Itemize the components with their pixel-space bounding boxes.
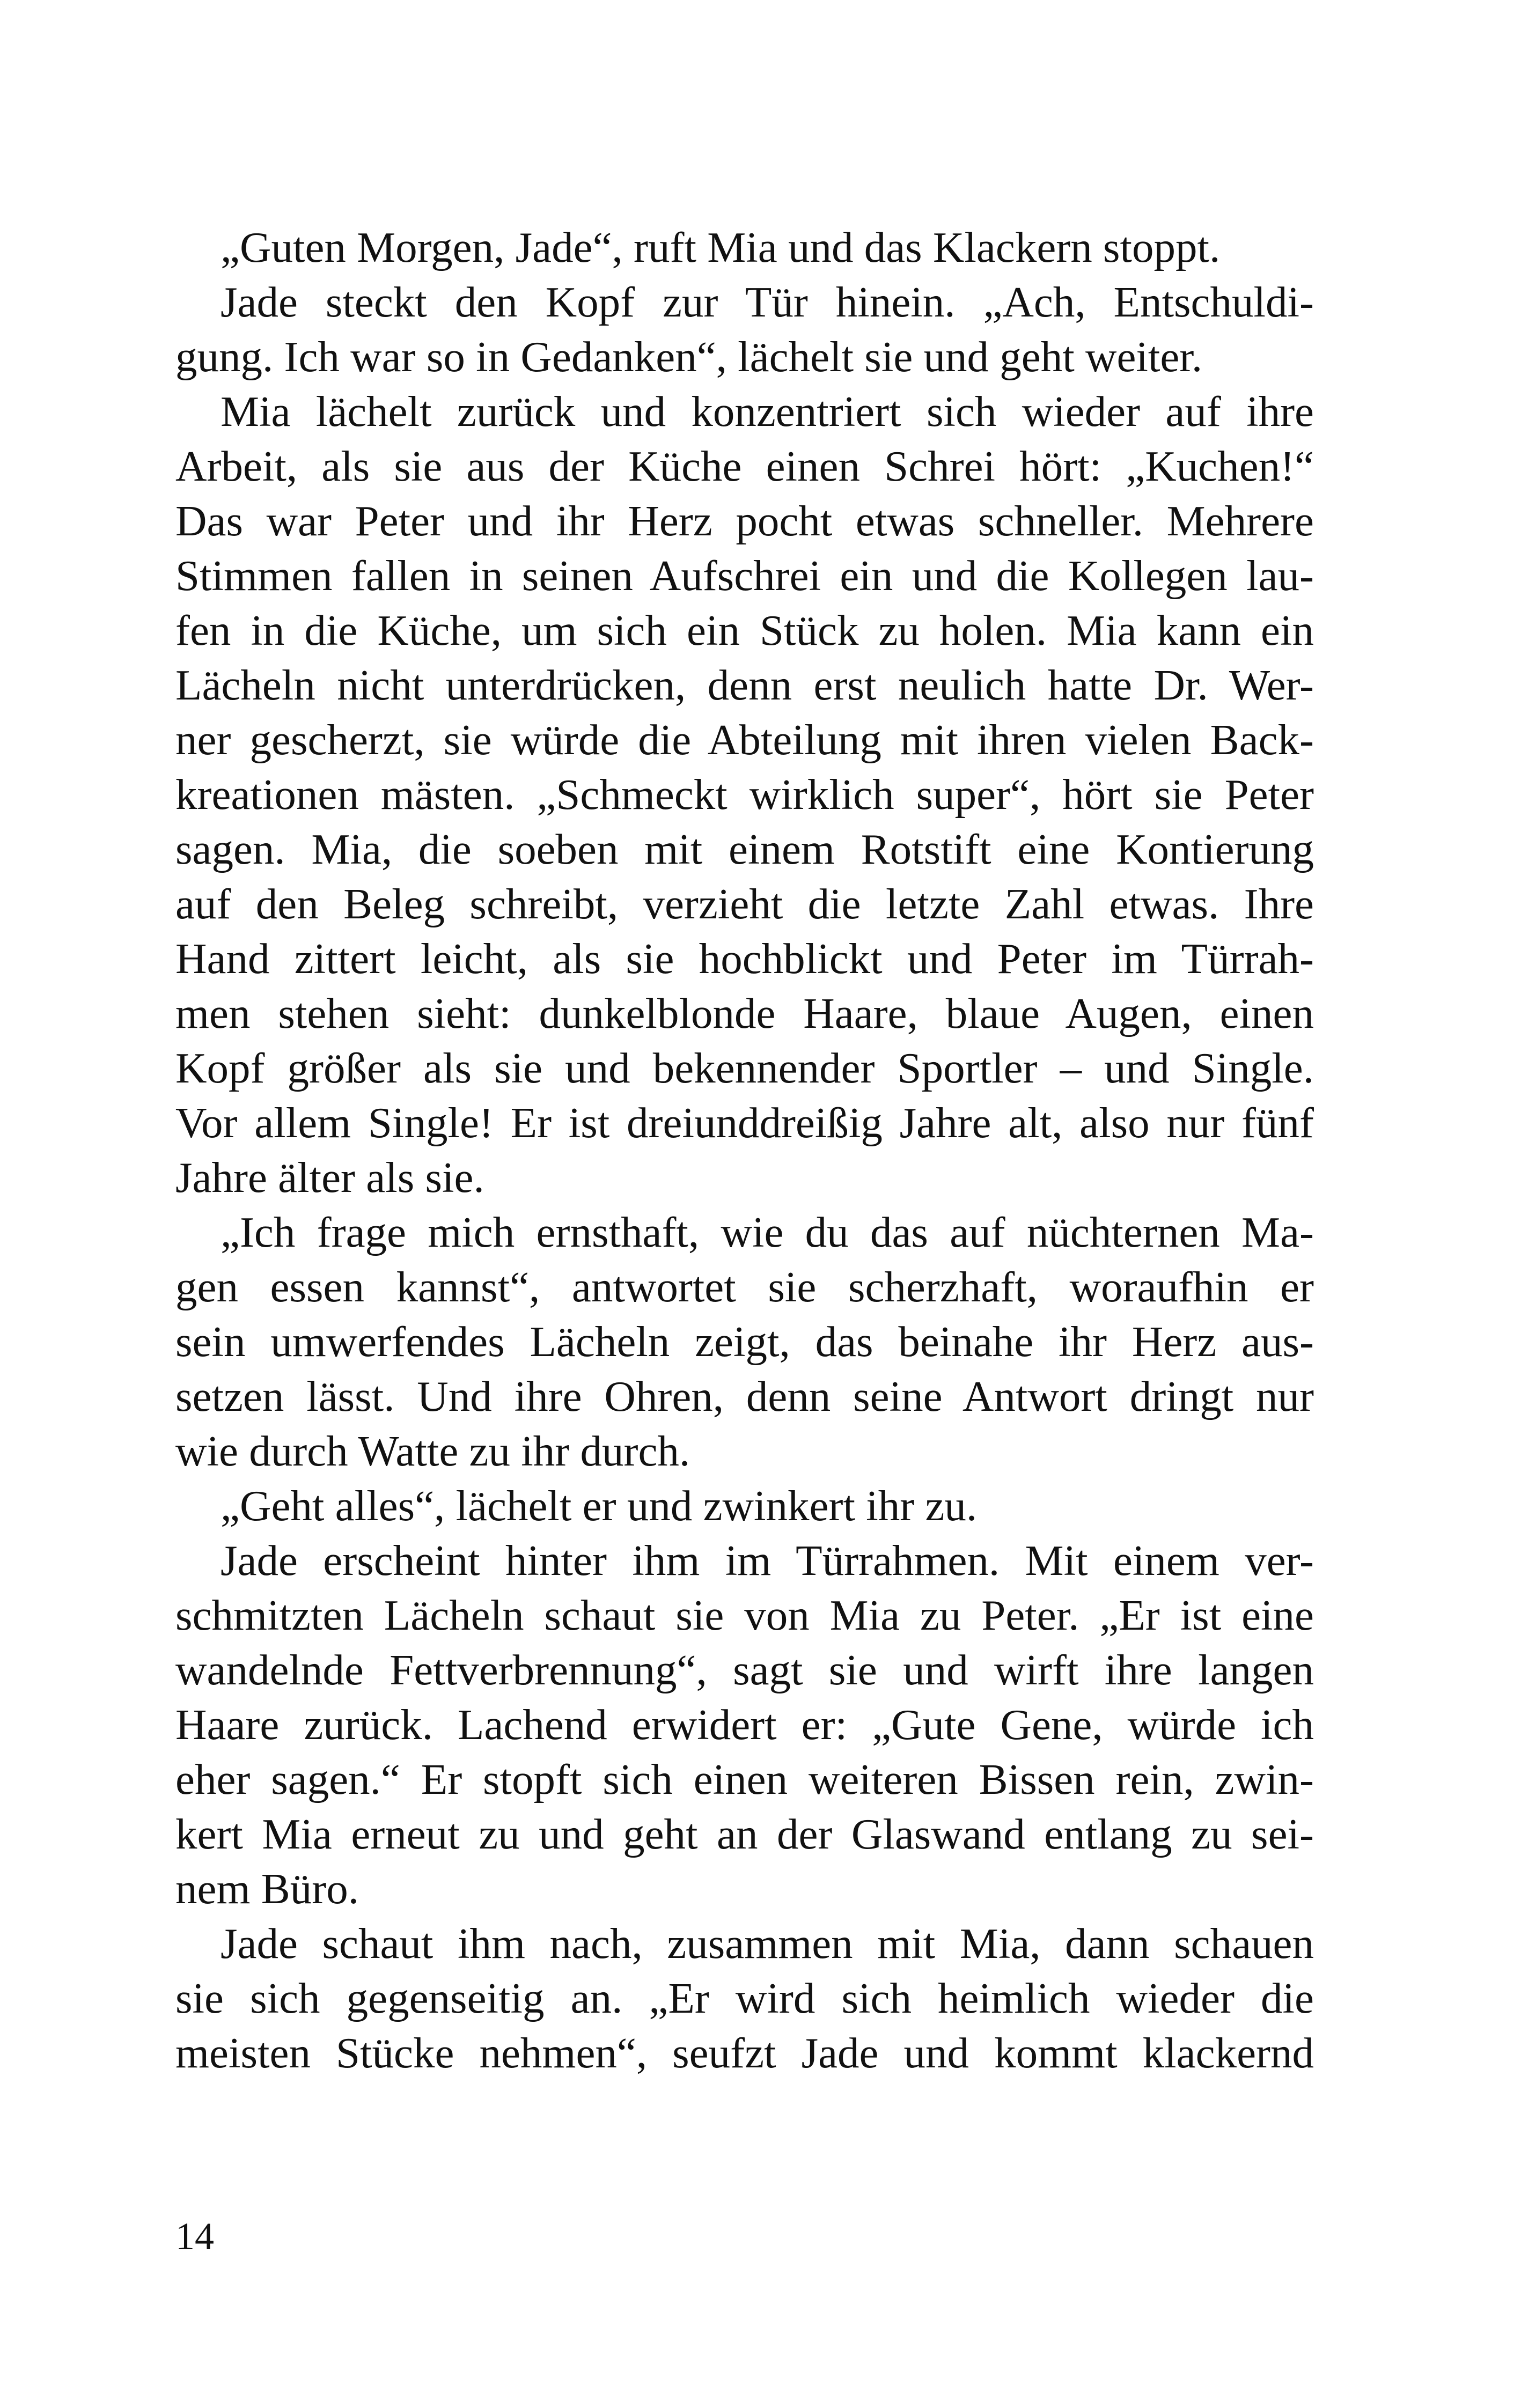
text-line: Lächeln nicht unterdrücken, denn erst neulich hatte Dr. Wer- (175, 661, 1314, 709)
text-line: „Guten Morgen, Jade“, ruft Mia und das Klackern stoppt. (221, 223, 1221, 271)
text-line: kert Mia erneut zu und geht an der Glaswand entlang zu sei- (175, 1810, 1314, 1858)
text-line: Jahre älter als sie. (175, 1153, 484, 1202)
text-line: eher sagen.“ Er stopft sich einen weiteren Bissen rein, zwin- (175, 1755, 1314, 1803)
text-line: setzen lässt. Und ihre Ohren, denn seine Antwort dringt nur (175, 1372, 1314, 1420)
text-line: Mia lächelt zurück und konzentriert sich wieder auf ihre (221, 387, 1314, 436)
text-line: Jade schaut ihm nach, zusammen mit Mia, dann schauen (221, 1919, 1314, 1968)
text-line: Jade steckt den Kopf zur Tür hinein. „Ach, Entschuldi- (221, 278, 1314, 326)
text-line: schmitzten Lächeln schaut sie von Mia zu Peter. „Er ist eine (175, 1591, 1314, 1639)
text-line: sein umwerfendes Lächeln zeigt, das beinahe ihr Herz aus- (175, 1317, 1314, 1366)
text-line: „Ich frage mich ernsthaft, wie du das auf nüchternen Ma- (221, 1208, 1314, 1256)
body-text (175, 220, 1314, 2080)
text-line: Haare zurück. Lachend erwidert er: „Gute Gene, würde ich (175, 1700, 1314, 1749)
text-line: gen essen kannst“, antwortet sie scherzhaft, woraufhin er (175, 1263, 1314, 1311)
text-line: Kopf größer als sie und bekennender Sportler – und Single. (175, 1044, 1314, 1092)
text-line: „Geht alles“, lächelt er und zwinkert ihr zu. (221, 1482, 978, 1530)
text-line: fen in die Küche, um sich ein Stück zu holen. Mia kann ein (175, 606, 1314, 654)
text-line: gung. Ich war so in Gedanken“, lächelt sie und geht weiter. (175, 333, 1203, 381)
text-line: men stehen sieht: dunkelblonde Haare, blaue Augen, einen (175, 989, 1314, 1037)
text-line: Vor allem Single! Er ist dreiunddreißig Jahre alt, also nur fünf (175, 1099, 1314, 1147)
text-line: auf den Beleg schreibt, verzieht die letzte Zahl etwas. Ihre (175, 880, 1314, 928)
text-line: kreationen mästen. „Schmeckt wirklich super“, hört sie Peter (175, 770, 1314, 819)
text-line: Stimmen fallen in seinen Aufschrei ein und die Kollegen lau- (175, 551, 1314, 600)
text-line: nem Büro. (175, 1865, 359, 1913)
text-line: sagen. Mia, die soeben mit einem Rotstift eine Kontierung (175, 825, 1314, 873)
text-line: ner gescherzt, sie würde die Abteilung mit ihren vielen Back- (175, 716, 1314, 764)
text-line: wandelnde Fettverbrennung“, sagt sie und wirft ihre langen (175, 1646, 1314, 1694)
text-line: Arbeit, als sie aus der Küche einen Schrei hört: „Kuchen!“ (175, 442, 1314, 490)
text-line: sie sich gegenseitig an. „Er wird sich heimlich wieder die (175, 1974, 1314, 2022)
text-line: wie durch Watte zu ihr durch. (175, 1427, 690, 1475)
text-line: Hand zittert leicht, als sie hochblickt und Peter im Türrah- (175, 934, 1314, 983)
page-number: 14 (175, 2215, 214, 2258)
text-line: Das war Peter und ihr Herz pocht etwas schneller. Mehrere (175, 497, 1314, 545)
text-line: Jade erscheint hinter ihm im Türrahmen. Mit einem ver- (221, 1536, 1314, 1585)
text-line: meisten Stücke nehmen“, seufzt Jade und kommt klackernd (175, 2029, 1314, 2077)
